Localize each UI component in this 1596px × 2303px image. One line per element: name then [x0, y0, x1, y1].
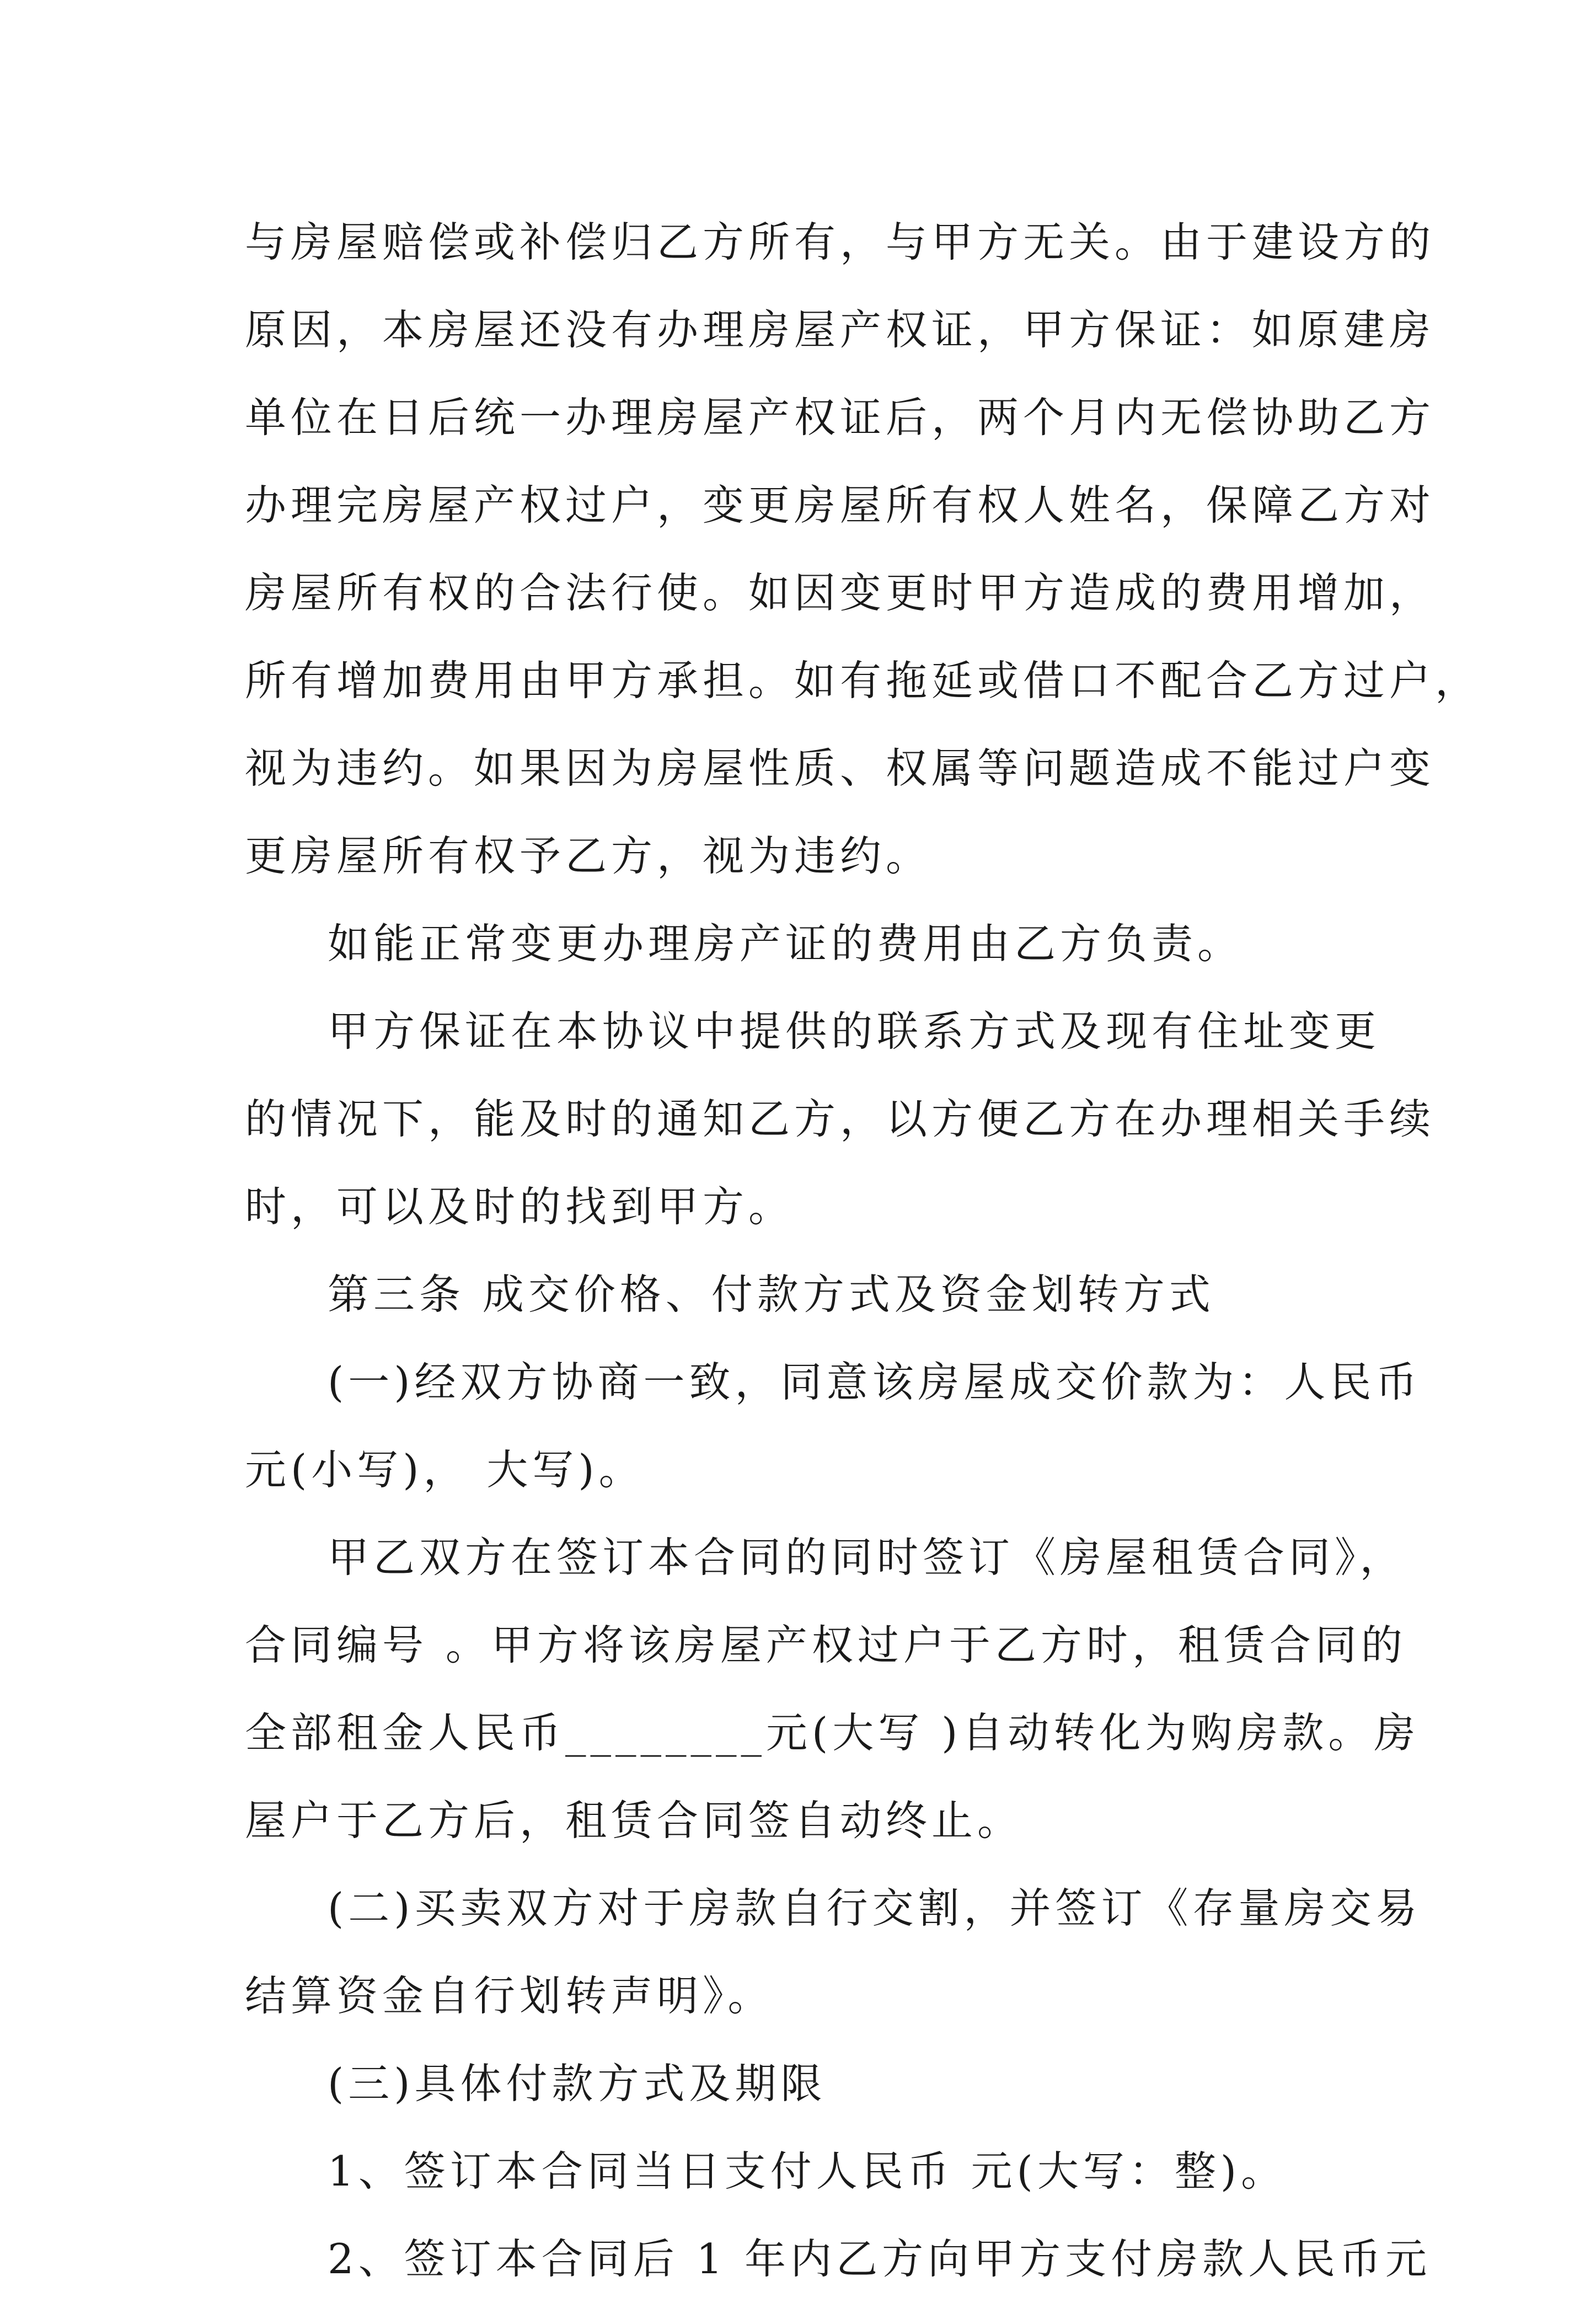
- text-line: 甲方保证在本协议中提供的联系方式及现有住址变更: [328, 1007, 1381, 1056]
- text-line: 屋户于乙方后，租赁合同签自动终止。: [245, 1796, 1024, 1845]
- text-line: 原因，本房屋还没有办理房屋产权证，甲方保证：如原建房: [245, 306, 1436, 354]
- text-line: 2、签订本合同后 1 年内乙方向甲方支付房款人民币元: [328, 2235, 1432, 2283]
- text-line: 所有增加费用由甲方承担。如有拖延或借口不配合乙方过户，: [245, 656, 1481, 705]
- text-line: (三)具体付款方式及期限: [328, 2059, 827, 2108]
- text-line: 全部租金人民币________元(大写 )自动转化为购房款。房: [245, 1708, 1420, 1757]
- document-body: [245, 199, 1481, 2303]
- text-line: 与房屋赔偿或补偿归乙方所有，与甲方无关。由于建设方的: [245, 218, 1436, 266]
- section-heading: 第三条 成交价格、付款方式及资金划转方式: [328, 1270, 1215, 1319]
- text-line: 如能正常变更办理房产证的费用由乙方负责。: [328, 919, 1244, 968]
- text-line: 办理完房屋产权过户，变更房屋所有权人姓名，保障乙方对: [245, 481, 1436, 529]
- text-line: 更房屋所有权予乙方，视为违约。: [245, 832, 932, 880]
- text-line: 单位在日后统一办理房屋产权证后，两个月内无偿协助乙方: [245, 393, 1436, 442]
- text-line: 元(小写)， 大写)。: [245, 1445, 645, 1494]
- text-line: 视为违约。如果因为房屋性质、权属等问题造成不能过户变: [245, 744, 1436, 792]
- text-line: (一)经双方协商一致，同意该房屋成交价款为：人民币: [328, 1358, 1422, 1406]
- text-line: 结算资金自行划转声明》。: [245, 1972, 774, 2020]
- text-line: 1、签订本合同当日支付人民币 元(大写：整)。: [328, 2147, 1287, 2195]
- text-line: 时，可以及时的找到甲方。: [245, 1182, 795, 1231]
- text-line: 的情况下，能及时的通知乙方，以方便乙方在办理相关手续: [245, 1095, 1436, 1143]
- text-line: 房屋所有权的合法行使。如因变更时甲方造成的费用增加，: [245, 569, 1436, 617]
- text-line: 合同编号 。甲方将该房屋产权过户于乙方时，租赁合同的: [245, 1621, 1407, 1669]
- text-line: 甲乙双方在签订本合同的同时签订《房屋租赁合同》，: [328, 1533, 1406, 1582]
- text-line: (二)买卖双方对于房款自行交割，并签订《存量房交易: [328, 1884, 1422, 1932]
